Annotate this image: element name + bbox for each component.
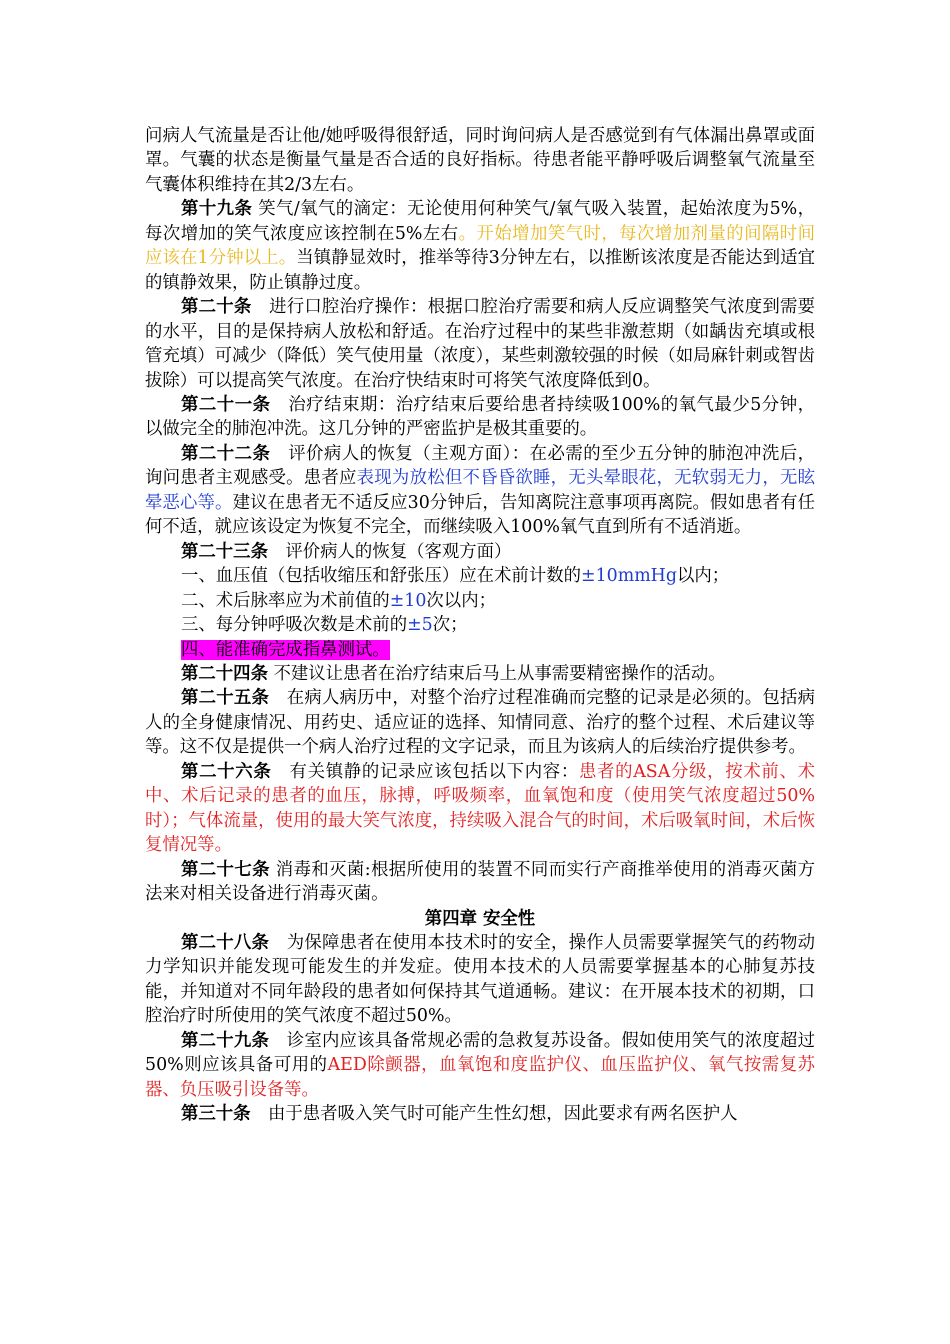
body-text: 问病人气流量是否让他/她呼吸得很舒适，同时询问病人是否感觉到有气体漏出鼻罩或面罩。气囊的状态是衡量气量是否合适的良好指标。待患者能平静呼吸后调整氧气流量至气囊体积维持在其2/3左右。 xyxy=(145,126,815,195)
body-text: 次以内； xyxy=(426,590,496,611)
article-title: 第二十三条 xyxy=(181,541,268,562)
body-text: 不建议让患者在治疗结束后马上从事需要精密操作的活动。 xyxy=(267,663,726,684)
body-text: 建议在患者无不适反应30分钟后，告知离院注意事项再离院。假如患者有任何不适，就应该设定为恢复不完全，而继续吸入100%氧气直到所有不适消逝。 xyxy=(145,492,815,538)
article-21 xyxy=(145,393,815,442)
document-page xyxy=(145,124,815,1127)
article-title: 第二十七条 xyxy=(181,859,270,880)
colored-text: ±10mmHg xyxy=(581,566,677,587)
article-title: 第二十条 xyxy=(181,297,252,318)
article-title: 第二十九条 xyxy=(181,1030,270,1051)
article-title: 第二十四条 xyxy=(181,663,268,684)
list-item xyxy=(145,564,815,588)
body-text: 进行口腔治疗操作：根据口腔治疗需要和病人反应调整笑气浓度到需要的水平，目的是保持病人放松和舒适。在治疗过程中的某些非激惹期（如龋齿充填或根管充填）可减少（降低）笑气使用量（浓度），某些刺激较强的时候（如局麻针刺或智齿拔除）可以提高笑气浓度。在治疗快结束时可将笑气浓度降低到0。 xyxy=(145,297,815,391)
body-text: 诊室内应该具备常规必需的急救复苏设备。假如使用笑气的浓度超过50%则应该具备可用的 xyxy=(145,1030,815,1076)
article-title: 第二十一条 xyxy=(181,394,271,415)
list-item xyxy=(145,589,815,613)
paragraph xyxy=(145,124,815,197)
article-30 xyxy=(145,1102,815,1126)
article-29 xyxy=(145,1029,815,1102)
body-text: 治疗结束期：治疗结束后要给患者持续吸100%的氧气最少5分钟，以做完全的肺泡冲洗。这几分钟的严密监护是极其重要的。 xyxy=(145,394,815,440)
article-title: 第二十二条 xyxy=(181,443,271,464)
article-19 xyxy=(145,197,815,295)
body-text: 为保障患者在使用本技术时的安全，操作人员需要掌握笑气的药物动力学知识并能发现可能发生的并发症。使用本技术的人员需要掌握基本的心肺复苏技能，并知道对不同年龄段的患者如何保持其气道通畅。建议：在开展本技术的初期，口腔治疗时所使用的笑气浓度不超过50%。 xyxy=(145,932,815,1027)
body-text: 当镇静显效时，推举等待3分钟左右，以推断该浓度是否能达到适宜的镇静效果，防止镇静过度。 xyxy=(145,248,815,293)
body-text: 消毒和灭菌:根据所使用的装置不同而实行产商推举使用的消毒灭菌方法来对相关设备进行消毒灭菌。 xyxy=(145,859,815,905)
colored-text: 患者的ASA分级，按术前、术中、术后记录的患者的血压，脉搏，呼吸频率，血氧饱和度（使用笑气浓度超过50%时）；气体流量，使用的最大笑气浓度，持续吸入混合气的时间，术后吸氧时间，术后恢复情况等。 xyxy=(145,761,815,856)
body-text: 有关镇静的记录应该包括以下内容： xyxy=(271,761,579,782)
list-item xyxy=(145,638,815,662)
colored-text: 表现为放松但不昏昏欲睡，无头晕眼花，无软弱无力，无眩晕恶心等。 xyxy=(145,468,815,513)
body-text: 三、每分钟呼吸次数是术前的 xyxy=(181,615,408,636)
colored-text: ±5 xyxy=(407,615,433,636)
article-title: 第三十条 xyxy=(181,1104,251,1125)
body-text: 评价病人的恢复（主观方面）：在必需的至少五分钟的肺泡冲洗后，询问患者主观感受。患者应 xyxy=(145,443,815,489)
article-title: 第二十五条 xyxy=(181,688,270,709)
body-text: 以内； xyxy=(676,566,730,587)
list-item xyxy=(145,613,815,637)
article-24 xyxy=(145,662,815,686)
article-25 xyxy=(145,686,815,759)
article-23 xyxy=(145,540,815,564)
colored-text: AED除颤器，血氧饱和度监护仪、血压监护仪、氧气按需复苏器、负压吸引设备等。 xyxy=(145,1055,816,1100)
chapter-heading: 第四章 安全性 xyxy=(424,908,536,929)
colored-text: ±10 xyxy=(389,590,427,611)
article-title: 第十九条 xyxy=(181,199,253,220)
body-text: 次； xyxy=(432,615,468,636)
body-text: 评价病人的恢复（客观方面） xyxy=(267,541,512,562)
article-20 xyxy=(145,295,815,393)
article-27 xyxy=(145,858,815,907)
article-title: 第二十六条 xyxy=(181,761,272,782)
highlighted-text: 四、能准确完成指鼻测试。 xyxy=(181,639,390,660)
article-28 xyxy=(145,931,815,1029)
article-title: 第二十八条 xyxy=(181,932,270,953)
article-26 xyxy=(145,760,815,858)
article-22 xyxy=(145,442,815,540)
body-text: 在病人病历中，对整个治疗过程准确而完整的记录是必须的。包括病人的全身健康情况、用药史、适应证的选择、知情同意、治疗的整个过程、术后建议等等。这不仅是提供一个病人治疗过程的文字记录，而且为该病人的后续治疗提供参考。 xyxy=(145,688,815,758)
colored-text: 。开始增加笑气时，每次增加剂量的间隔时间应该在1分钟以上。 xyxy=(145,223,815,269)
body-text: 由于患者吸入笑气时可能产生性幻想，因此要求有两名医护人 xyxy=(250,1104,738,1125)
body-text: 笑气/氧气的滴定：无论使用何种笑气/氧气吸入装置，起始浓度为5%，每次增加的笑气浓度应该控制在5%左右 xyxy=(145,199,815,244)
body-text: 一、血压值（包括收缩压和舒张压）应在术前计数的 xyxy=(181,566,581,587)
body-text: 二、术后脉率应为术前值的 xyxy=(181,590,390,611)
